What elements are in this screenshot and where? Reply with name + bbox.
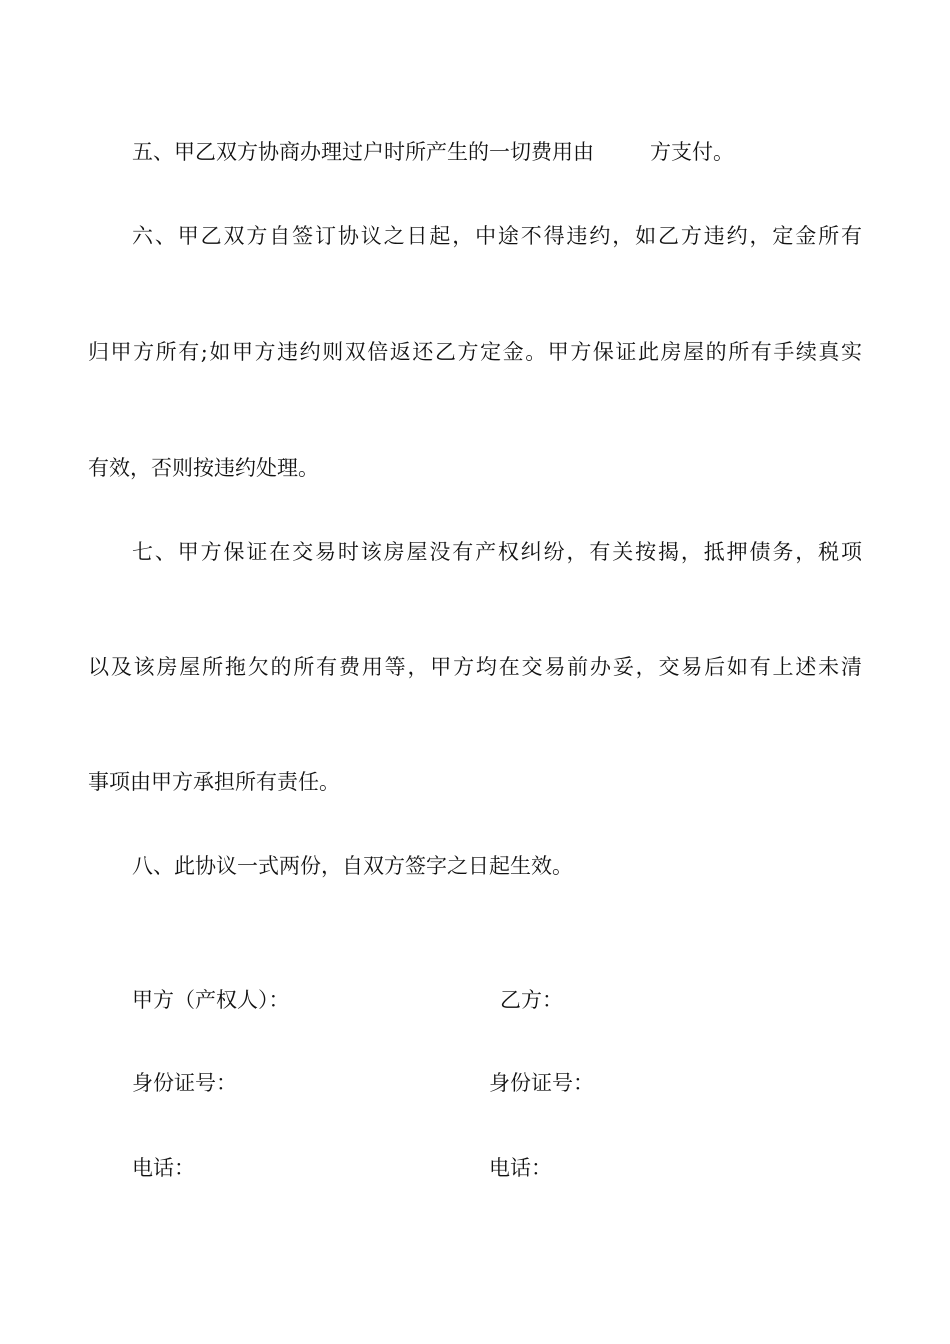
clause-8-line-1: 八、此协议一式两份，自双方签字之日起生效。 (132, 854, 573, 878)
clause-5-text-before-blank: 五、甲乙双方协商办理过户时所产生的一切费用由 (132, 140, 594, 164)
clause-6-line-1: 六、甲乙双方自签订协议之日起，中途不得违约，如乙方违约，定金所有 (132, 224, 862, 248)
clause-5-line-1 (132, 137, 734, 167)
party-a-label: 甲方（产权人）： (132, 988, 290, 1012)
clause-7-line-1: 七、甲方保证在交易时该房屋没有产权纠纷，有关按揭，抵押债务，税项 (132, 540, 862, 564)
clause-6-line-3: 有效，否则按违约处理。 (88, 456, 319, 480)
party-b-label: 乙方： (500, 988, 563, 1012)
party-a-id-label: 身份证号： (132, 1071, 237, 1095)
clause-6-line-2: 归甲方所有;如甲方违约则双倍返还乙方定金。甲方保证此房屋的所有手续真实 (88, 340, 862, 364)
party-b-id-label: 身份证号： (489, 1071, 594, 1095)
party-b-phone-label: 电话： (489, 1156, 552, 1180)
clause-5-text-after-blank: 方支付。 (650, 140, 734, 164)
clause-7-line-3: 事项由甲方承担所有责任。 (88, 770, 340, 794)
party-a-phone-label: 电话： (132, 1156, 195, 1180)
clause-7-line-2: 以及该房屋所拖欠的所有费用等，甲方均在交易前办妥，交易后如有上述未清 (88, 655, 862, 679)
